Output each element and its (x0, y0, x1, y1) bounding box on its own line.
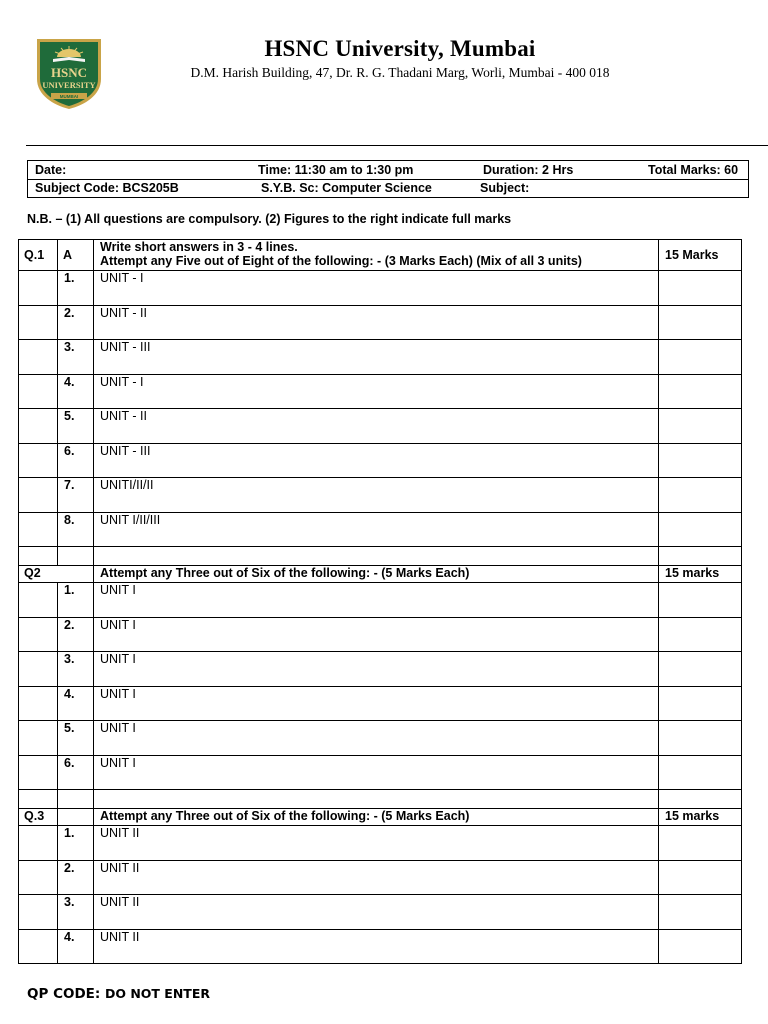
table-row (19, 826, 742, 861)
university-title: HSNC University, Mumbai (264, 36, 536, 61)
table-row (19, 755, 742, 790)
q2-item-text: UNIT I (94, 583, 659, 618)
q1-item-number: 2. (58, 305, 94, 340)
svg-text:UNIVERSITY: UNIVERSITY (42, 80, 96, 90)
table-row (19, 305, 742, 340)
q3-item-text: UNIT II (94, 860, 659, 895)
table-row (19, 340, 742, 375)
q1-item-text: UNIT - III (94, 443, 659, 478)
subject-code-label: Subject Code: BCS205B (35, 181, 179, 195)
q1-item-number: 6. (58, 443, 94, 478)
q2-item-text: UNIT I (94, 652, 659, 687)
table-row (19, 895, 742, 930)
table-row (19, 929, 742, 963)
q2-item-text: UNIT I (94, 617, 659, 652)
q1-item-text: UNITI/II/II (94, 478, 659, 513)
table-row (19, 583, 742, 618)
table-row (19, 512, 742, 547)
university-logo (33, 35, 105, 111)
table-row (19, 721, 742, 756)
table-row (19, 652, 742, 687)
class-label: S.Y.B. Sc: Computer Science (261, 181, 432, 195)
q2-marks: 15 marks (659, 566, 742, 583)
q3-header-row (19, 809, 742, 826)
q1-item-number: 3. (58, 340, 94, 375)
q1-item-number: 8. (58, 512, 94, 547)
q1-item-text: UNIT - I (94, 271, 659, 306)
table-row (19, 478, 742, 513)
table-row (19, 686, 742, 721)
q1-number: Q.1 (19, 240, 58, 271)
q3-item-text: UNIT II (94, 929, 659, 963)
q1-item-number: 1. (58, 271, 94, 306)
total-marks-label: Total Marks: 60 (648, 163, 739, 177)
table-row (19, 409, 742, 444)
q3-item-number: 3. (58, 895, 94, 930)
q1-item-text: UNIT I/II/III (94, 512, 659, 547)
q1-item-number: 7. (58, 478, 94, 513)
q3-item-text: UNIT II (94, 826, 659, 861)
table-row (19, 617, 742, 652)
q1-header-row (19, 240, 742, 271)
time-label: Time: 11:30 am to 1:30 pm (258, 163, 414, 177)
q3-number: Q.3 (19, 809, 58, 826)
question-table (18, 239, 742, 964)
q3-marks: 15 marks (659, 809, 742, 826)
q2-header-row (19, 566, 742, 583)
q1-item-number: 5. (58, 409, 94, 444)
q3-item-number: 2. (58, 860, 94, 895)
q1-item-number: 4. (58, 374, 94, 409)
svg-text:MUMBAI: MUMBAI (59, 94, 79, 99)
q1-item-text: UNIT - II (94, 409, 659, 444)
q2-number: Q2 (19, 566, 58, 583)
exam-info-box (27, 160, 749, 198)
q2-item-number: 6. (58, 755, 94, 790)
date-label: Date: (35, 163, 67, 177)
table-row (19, 374, 742, 409)
university-address: D.M. Harish Building, 47, Dr. R. G. Thadani Marg, Worli, Mumbai - 400 018 (190, 65, 610, 80)
q2-item-number: 3. (58, 652, 94, 687)
qp-code (27, 986, 210, 1002)
q3-instruction: Attempt any Three out of Six of the following: - (5 Marks Each) (94, 809, 659, 826)
q2-item-number: 1. (58, 583, 94, 618)
q3-item-number: 1. (58, 826, 94, 861)
q3-item-number: 4. (58, 929, 94, 963)
q1-item-text: UNIT - III (94, 340, 659, 375)
table-row (19, 860, 742, 895)
q1-instruction-line1: Write short answers in 3 - 4 lines. (100, 240, 298, 254)
q1-item-text: UNIT - I (94, 374, 659, 409)
q1-instruction-line2: Attempt any Five out of Eight of the following: - (3 Marks Each) (Mix of all 3 units) (100, 254, 582, 268)
q1-item-text: UNIT - II (94, 305, 659, 340)
q2-item-number: 4. (58, 686, 94, 721)
q1-instruction (94, 240, 659, 271)
table-row (19, 271, 742, 306)
q1-marks: 15 Marks (659, 240, 742, 271)
svg-text:HSNC: HSNC (50, 65, 88, 80)
q2-instruction: Attempt any Three out of Six of the following: - (5 Marks Each) (94, 566, 659, 583)
qp-code-value: DO NOT ENTER (104, 986, 210, 1001)
q2-item-text: UNIT I (94, 755, 659, 790)
q2-item-text: UNIT I (94, 721, 659, 756)
q2-item-number: 2. (58, 617, 94, 652)
subject-label: Subject: (480, 181, 530, 195)
instructions-note: N.B. – (1) All questions are compulsory. (2) Figures to the right indicate full marks (27, 212, 512, 226)
spacer-row (19, 790, 742, 809)
q2-item-number: 5. (58, 721, 94, 756)
q2-item-text: UNIT I (94, 686, 659, 721)
spacer-row (19, 547, 742, 566)
q1-part: A (58, 240, 94, 271)
duration-label: Duration: 2 Hrs (483, 163, 574, 177)
info-row-divider (28, 179, 748, 180)
q3-item-text: UNIT II (94, 895, 659, 930)
qp-code-label: QP CODE: (27, 986, 101, 1002)
table-row (19, 443, 742, 478)
header-divider (26, 145, 768, 146)
